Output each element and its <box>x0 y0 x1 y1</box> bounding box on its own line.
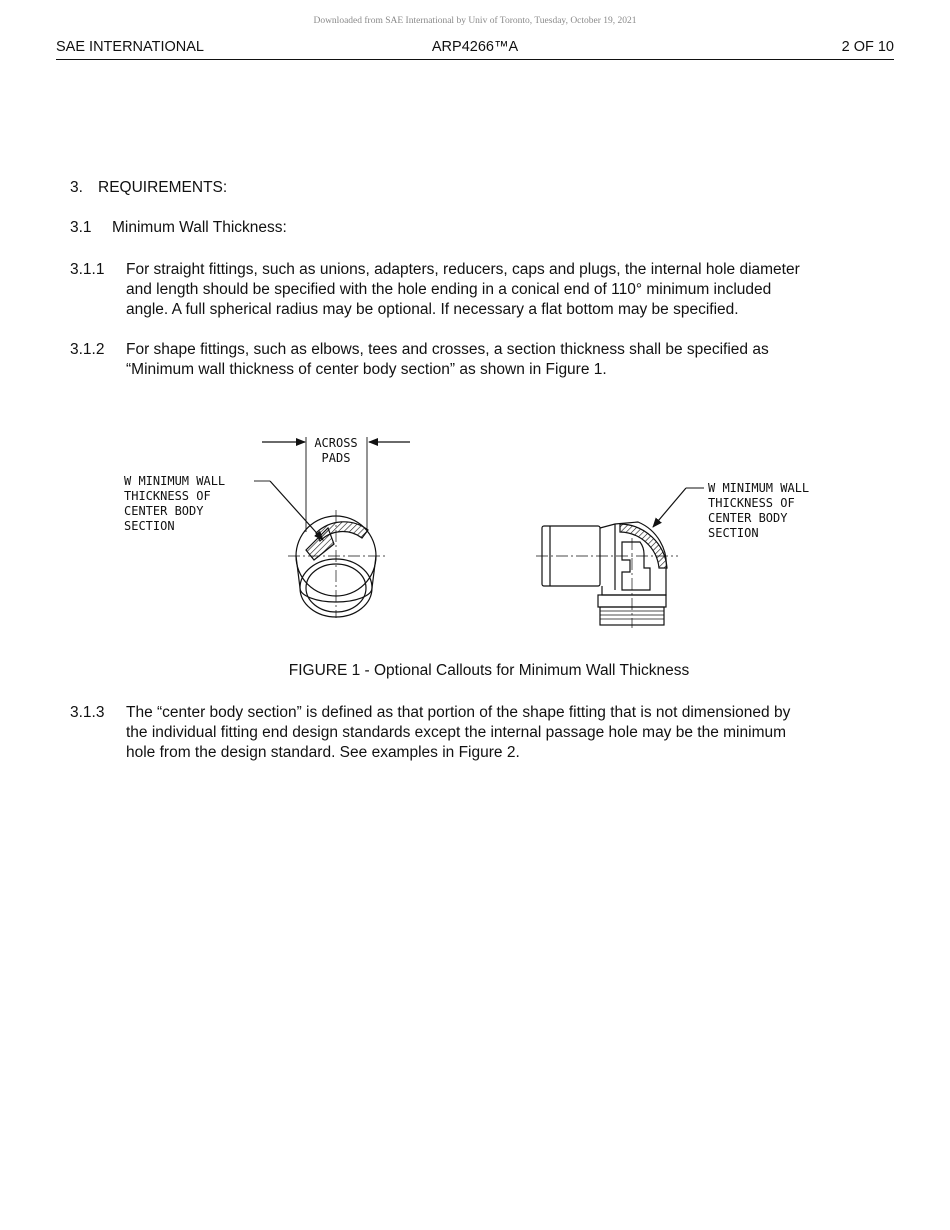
paragraph-line: For shape fittings, such as elbows, tees and crosses, a section thickness shall be specified as <box>126 341 769 358</box>
left-callout-line4: SECTION <box>124 519 175 533</box>
paragraph-line: For straight fittings, such as unions, adapters, reducers, caps and plugs, the internal hole diameter <box>126 261 800 278</box>
paragraph-line: and length should be specified with the hole ending in a conical end of 110° minimum included <box>126 281 772 298</box>
section-title: Minimum Wall Thickness: <box>112 219 287 236</box>
across-pads-label-line1: ACROSS <box>314 436 358 450</box>
left-callout-line2: THICKNESS OF <box>124 489 211 503</box>
paragraph-line: angle. A full spherical radius may be optional. If necessary a flat bottom may be specified. <box>126 301 739 318</box>
publisher-name: SAE INTERNATIONAL <box>56 39 204 55</box>
section-number: 3.1.1 <box>70 261 105 278</box>
section-number: 3. <box>70 179 83 196</box>
right-callout-line2: THICKNESS OF <box>708 496 795 510</box>
paragraph-line: the individual fitting end design standards except the internal passage hole may be the minimum <box>126 724 787 741</box>
right-fitting-view <box>536 488 704 628</box>
download-watermark: Downloaded from SAE International by Univ of Toronto, Tuesday, October 19, 2021 <box>313 16 637 26</box>
figure-1-drawing <box>110 420 850 635</box>
paragraph-line: “Minimum wall thickness of center body section” as shown in Figure 1. <box>126 361 607 378</box>
page-number: 2 OF 10 <box>841 39 894 55</box>
section-title: REQUIREMENTS: <box>98 179 228 196</box>
left-callout-line1: W MINIMUM WALL <box>124 474 226 488</box>
section-number: 3.1 <box>70 219 92 236</box>
figure-1-caption: FIGURE 1 - Optional Callouts for Minimum Wall Thickness <box>288 662 690 679</box>
running-header <box>56 39 894 60</box>
left-callout-line3: CENTER BODY <box>124 504 204 518</box>
document-number: ARP4266™A <box>431 39 519 55</box>
paragraph-line: The “center body section” is defined as that portion of the shape fitting that is not dimensioned by <box>126 704 791 721</box>
section-number: 3.1.3 <box>70 704 105 721</box>
section-number: 3.1.2 <box>70 341 105 358</box>
paragraph-line: hole from the design standard. See examples in Figure 2. <box>126 744 520 761</box>
right-callout-line3: CENTER BODY <box>708 511 788 525</box>
right-callout-line1: W MINIMUM WALL <box>708 481 810 495</box>
across-pads-label-line2: PADS <box>321 451 351 465</box>
right-callout-line4: SECTION <box>708 526 759 540</box>
